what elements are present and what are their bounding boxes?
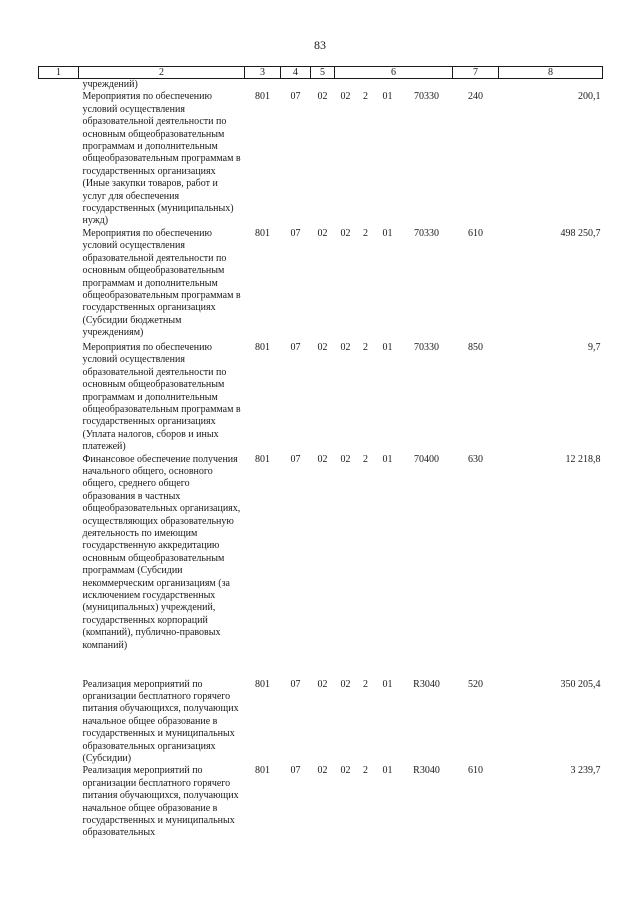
row-target-type: 2 [363,227,368,239]
row-target-type: 2 [363,678,368,690]
row-target-direction: R3040 [413,678,440,690]
leading-fragment-row [39,79,603,92]
row-target-direction: 70330 [414,227,439,239]
row-target-subprogram: 01 [382,227,393,239]
table-row [39,91,603,227]
row-code-ministry: 801 [255,453,270,465]
row-target-subprogram: 01 [382,765,393,777]
row-description: Мероприятия по обеспечению условий осуществления образовательной деятельности по основным общеобразовательным программам и дополнительным общеобразовательным программам в государственных организациях (Субсидии бюджетным учреждениям) [82,227,241,339]
row-target-direction: 70330 [414,91,439,103]
row-code-ministry: 801 [255,341,270,353]
table-row [39,454,603,679]
row-code-section: 07 [290,765,301,777]
leading-fragment: учреждений) [82,79,138,90]
row-code-subsection: 02 [317,341,328,353]
row-code-section: 07 [290,678,301,690]
row-expense-type: 610 [468,765,483,777]
row-amount: 498 250,7 [560,227,601,239]
row-description: Мероприятия по обеспечению условий осуществления образовательной деятельности по основным общеобразовательным программам и дополнительным общеобразовательным программам в государственных организациях (Иные закупки товаров, работ и услуг для обеспечения государственных (муниципальных) нужд) [82,91,241,227]
row-target-type: 2 [363,453,368,465]
page-number: 83 [314,38,326,52]
row-amount: 3 239,7 [570,765,601,777]
row-target-subprogram: 01 [382,678,393,690]
row-expense-type: 240 [468,91,483,103]
header-col-5: 5 [311,67,335,79]
header-col-3: 3 [245,67,281,79]
row-target-subprogram: 01 [382,341,393,353]
table-row [39,679,603,766]
row-target-type: 2 [363,341,368,353]
row-target-type: 2 [363,765,368,777]
row-target-direction: 70400 [414,453,439,465]
header-col-4: 4 [281,67,311,79]
header-col-2: 2 [79,67,245,79]
row-target-direction: R3040 [413,765,440,777]
row-code-subsection: 02 [317,91,328,103]
row-code-subsection: 02 [317,453,328,465]
row-code-ministry: 801 [255,227,270,239]
row-code-section: 07 [290,341,301,353]
table-row [39,765,603,839]
row-code-ministry: 801 [255,91,270,103]
row-target-type: 2 [363,91,368,103]
row-code-section: 07 [290,227,301,239]
header-col-8: 8 [499,67,603,79]
row-target-program: 02 [340,678,351,690]
row-code-subsection: 02 [317,678,328,690]
row-amount: 12 218,8 [565,453,601,465]
table-row [39,228,603,342]
header-col-6: 6 [335,67,453,79]
row-target-program: 02 [340,765,351,777]
row-code-section: 07 [290,453,301,465]
row-amount: 350 205,4 [560,678,601,690]
row-target-program: 02 [340,341,351,353]
row-target-program: 02 [340,227,351,239]
table-header-row [39,67,603,79]
table-row [39,342,603,454]
row-code-subsection: 02 [317,765,328,777]
row-expense-type: 520 [468,678,483,690]
row-description: Реализация мероприятий по организации бесплатного горячего питания обучающихся, получающих начальное общее образование в государственных и муниципальных образовательных [82,765,239,839]
row-target-program: 02 [340,91,351,103]
row-target-direction: 70330 [414,341,439,353]
row-target-subprogram: 01 [382,453,393,465]
row-expense-type: 630 [468,453,483,465]
header-col-7: 7 [453,67,499,79]
row-description: Финансовое обеспечение получения начального общего, основного общего, среднего общего образования в частных общеобразовательных организациях, осуществляющих образовательную деятельность по имеющим государственную аккредитацию основным общеобразовательным программам (Субсидии некоммерческим организациям (за исключением государственных (муниципальных) учреждений, государственных корпораций (компаний), публично-правовых компаний) [82,453,241,651]
row-code-section: 07 [290,91,301,103]
row-code-subsection: 02 [317,227,328,239]
row-target-program: 02 [340,453,351,465]
row-target-subprogram: 01 [382,91,393,103]
row-expense-type: 610 [468,227,483,239]
row-code-ministry: 801 [255,678,270,690]
row-code-ministry: 801 [255,765,270,777]
budget-table [38,66,603,840]
row-expense-type: 850 [468,341,483,353]
row-description: Реализация мероприятий по организации бесплатного горячего питания обучающихся, получающих начальное общее образование в государственных и муниципальных образовательных организациях (Субсидии) [82,678,239,764]
row-amount: 200,1 [578,91,601,103]
row-amount: 9,7 [588,341,601,353]
row-description: Мероприятия по обеспечению условий осуществления образовательной деятельности по основным общеобразовательным программам и дополнительным общеобразовательным программам в государственных организациях (Уплата налогов, сборов и иных платежей) [82,341,241,453]
header-col-1: 1 [39,67,79,79]
